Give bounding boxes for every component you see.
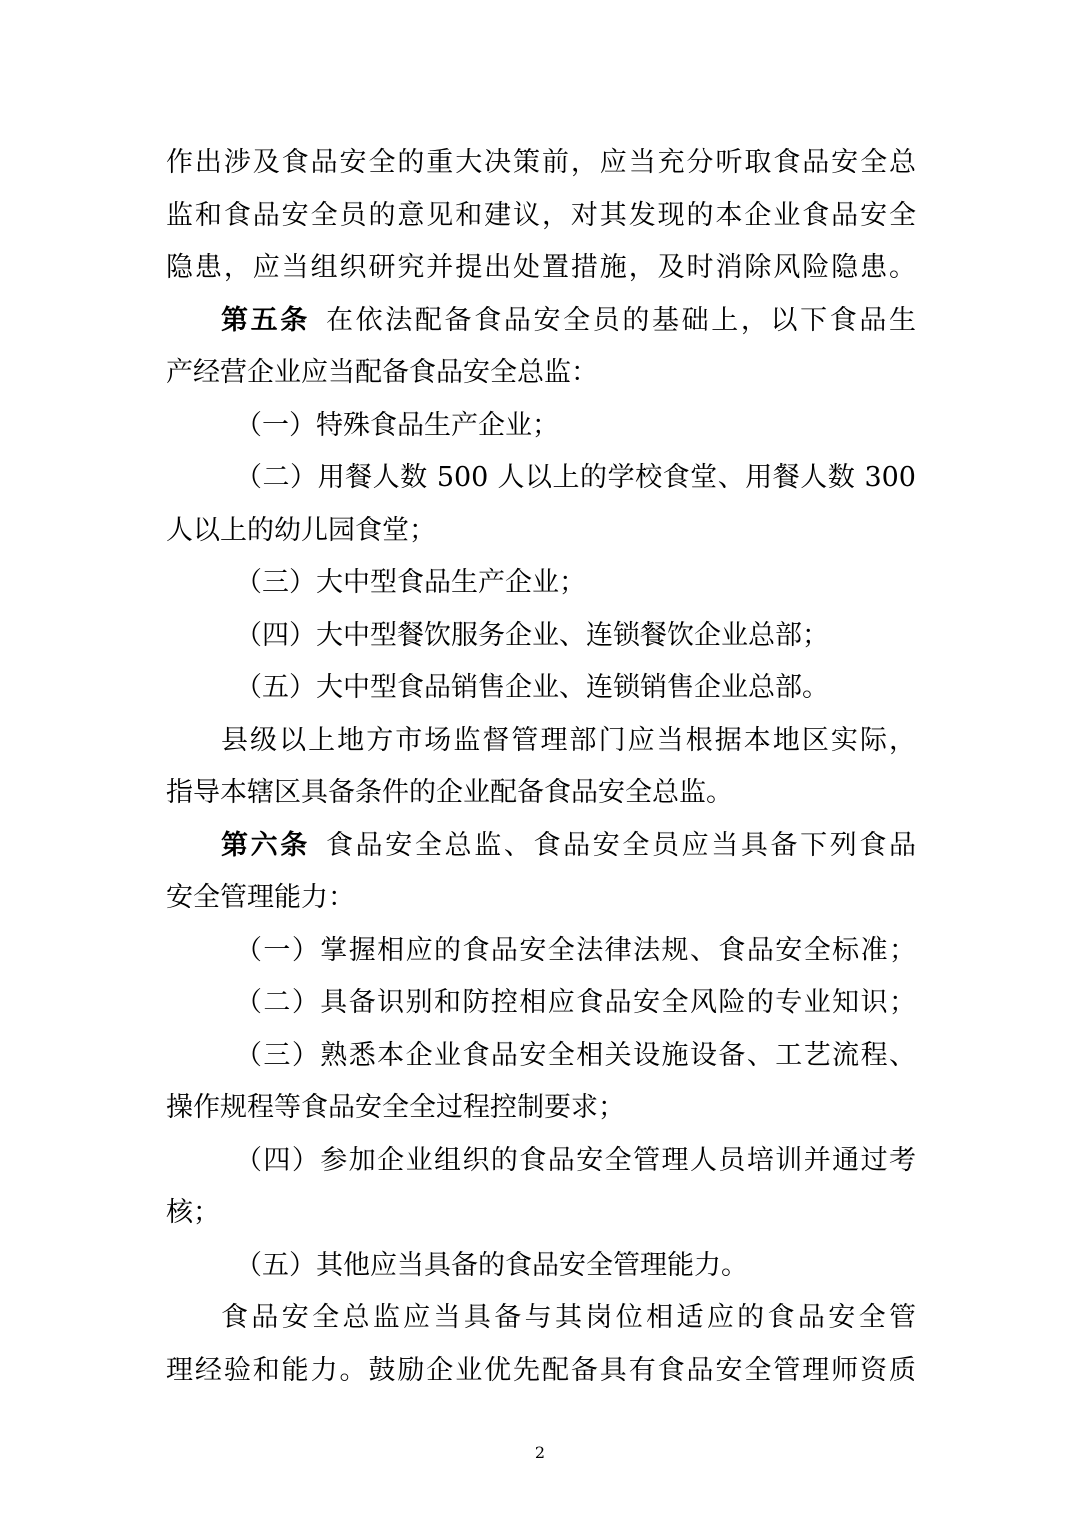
text-line: 理经验和能力。鼓励企业优先配备具有食品安全管理师资质 <box>166 1355 916 1386</box>
text-line: 人以上的幼儿园食堂； <box>166 515 436 546</box>
text-line: 食品安全总监应当具备与其岗位相适应的食品安全管 <box>221 1302 916 1333</box>
article-6-heading: 第六条 <box>221 830 310 861</box>
list-item: （一）特殊食品生产企业； <box>235 410 559 441</box>
list-item: （五）其他应当具备的食品安全管理能力。 <box>235 1250 748 1281</box>
article-5-line: 第五条 在依法配备食品安全员的基础上，以下食品生 <box>221 305 917 336</box>
list-item: （二）具备识别和防控相应食品安全风险的专业知识； <box>235 987 916 1018</box>
text-line: 指导本辖区具备条件的企业配备食品安全总监。 <box>166 777 733 808</box>
article-5-heading: 第五条 <box>221 305 310 336</box>
page-number: 2 <box>534 1443 546 1462</box>
list-item: （三）熟悉本企业食品安全相关设施设备、工艺流程、 <box>235 1040 916 1071</box>
article-6-line: 第六条 食品安全总监、食品安全员应当具备下列食品 <box>221 830 917 861</box>
text-line: 操作规程等食品安全全过程控制要求； <box>166 1092 625 1123</box>
list-item: （二）用餐人数 500 人以上的学校食堂、用餐人数 300 <box>235 462 916 493</box>
text-line: 县级以上地方市场监督管理部门应当根据本地区实际， <box>221 725 916 756</box>
list-item: （一）掌握相应的食品安全法律法规、食品安全标准； <box>235 935 916 966</box>
text-line: 监和食品安全员的意见和建议，对其发现的本企业食品安全 <box>166 200 916 231</box>
text-line: 核； <box>166 1197 220 1228</box>
list-item: （四）大中型餐饮服务企业、连锁餐饮企业总部； <box>235 620 829 651</box>
text-line: 作出涉及食品安全的重大决策前，应当充分听取食品安全总 <box>166 147 916 178</box>
list-item: （五）大中型食品销售企业、连锁销售企业总部。 <box>235 672 829 703</box>
list-item: （四）参加企业组织的食品安全管理人员培训并通过考 <box>235 1145 916 1176</box>
text-line: 安全管理能力： <box>166 882 355 913</box>
text-line: 隐患，应当组织研究并提出处置措施，及时消除风险隐患。 <box>166 252 916 283</box>
list-item: （三）大中型食品生产企业； <box>235 567 586 598</box>
text-line: 产经营企业应当配备食品安全总监： <box>166 357 598 388</box>
